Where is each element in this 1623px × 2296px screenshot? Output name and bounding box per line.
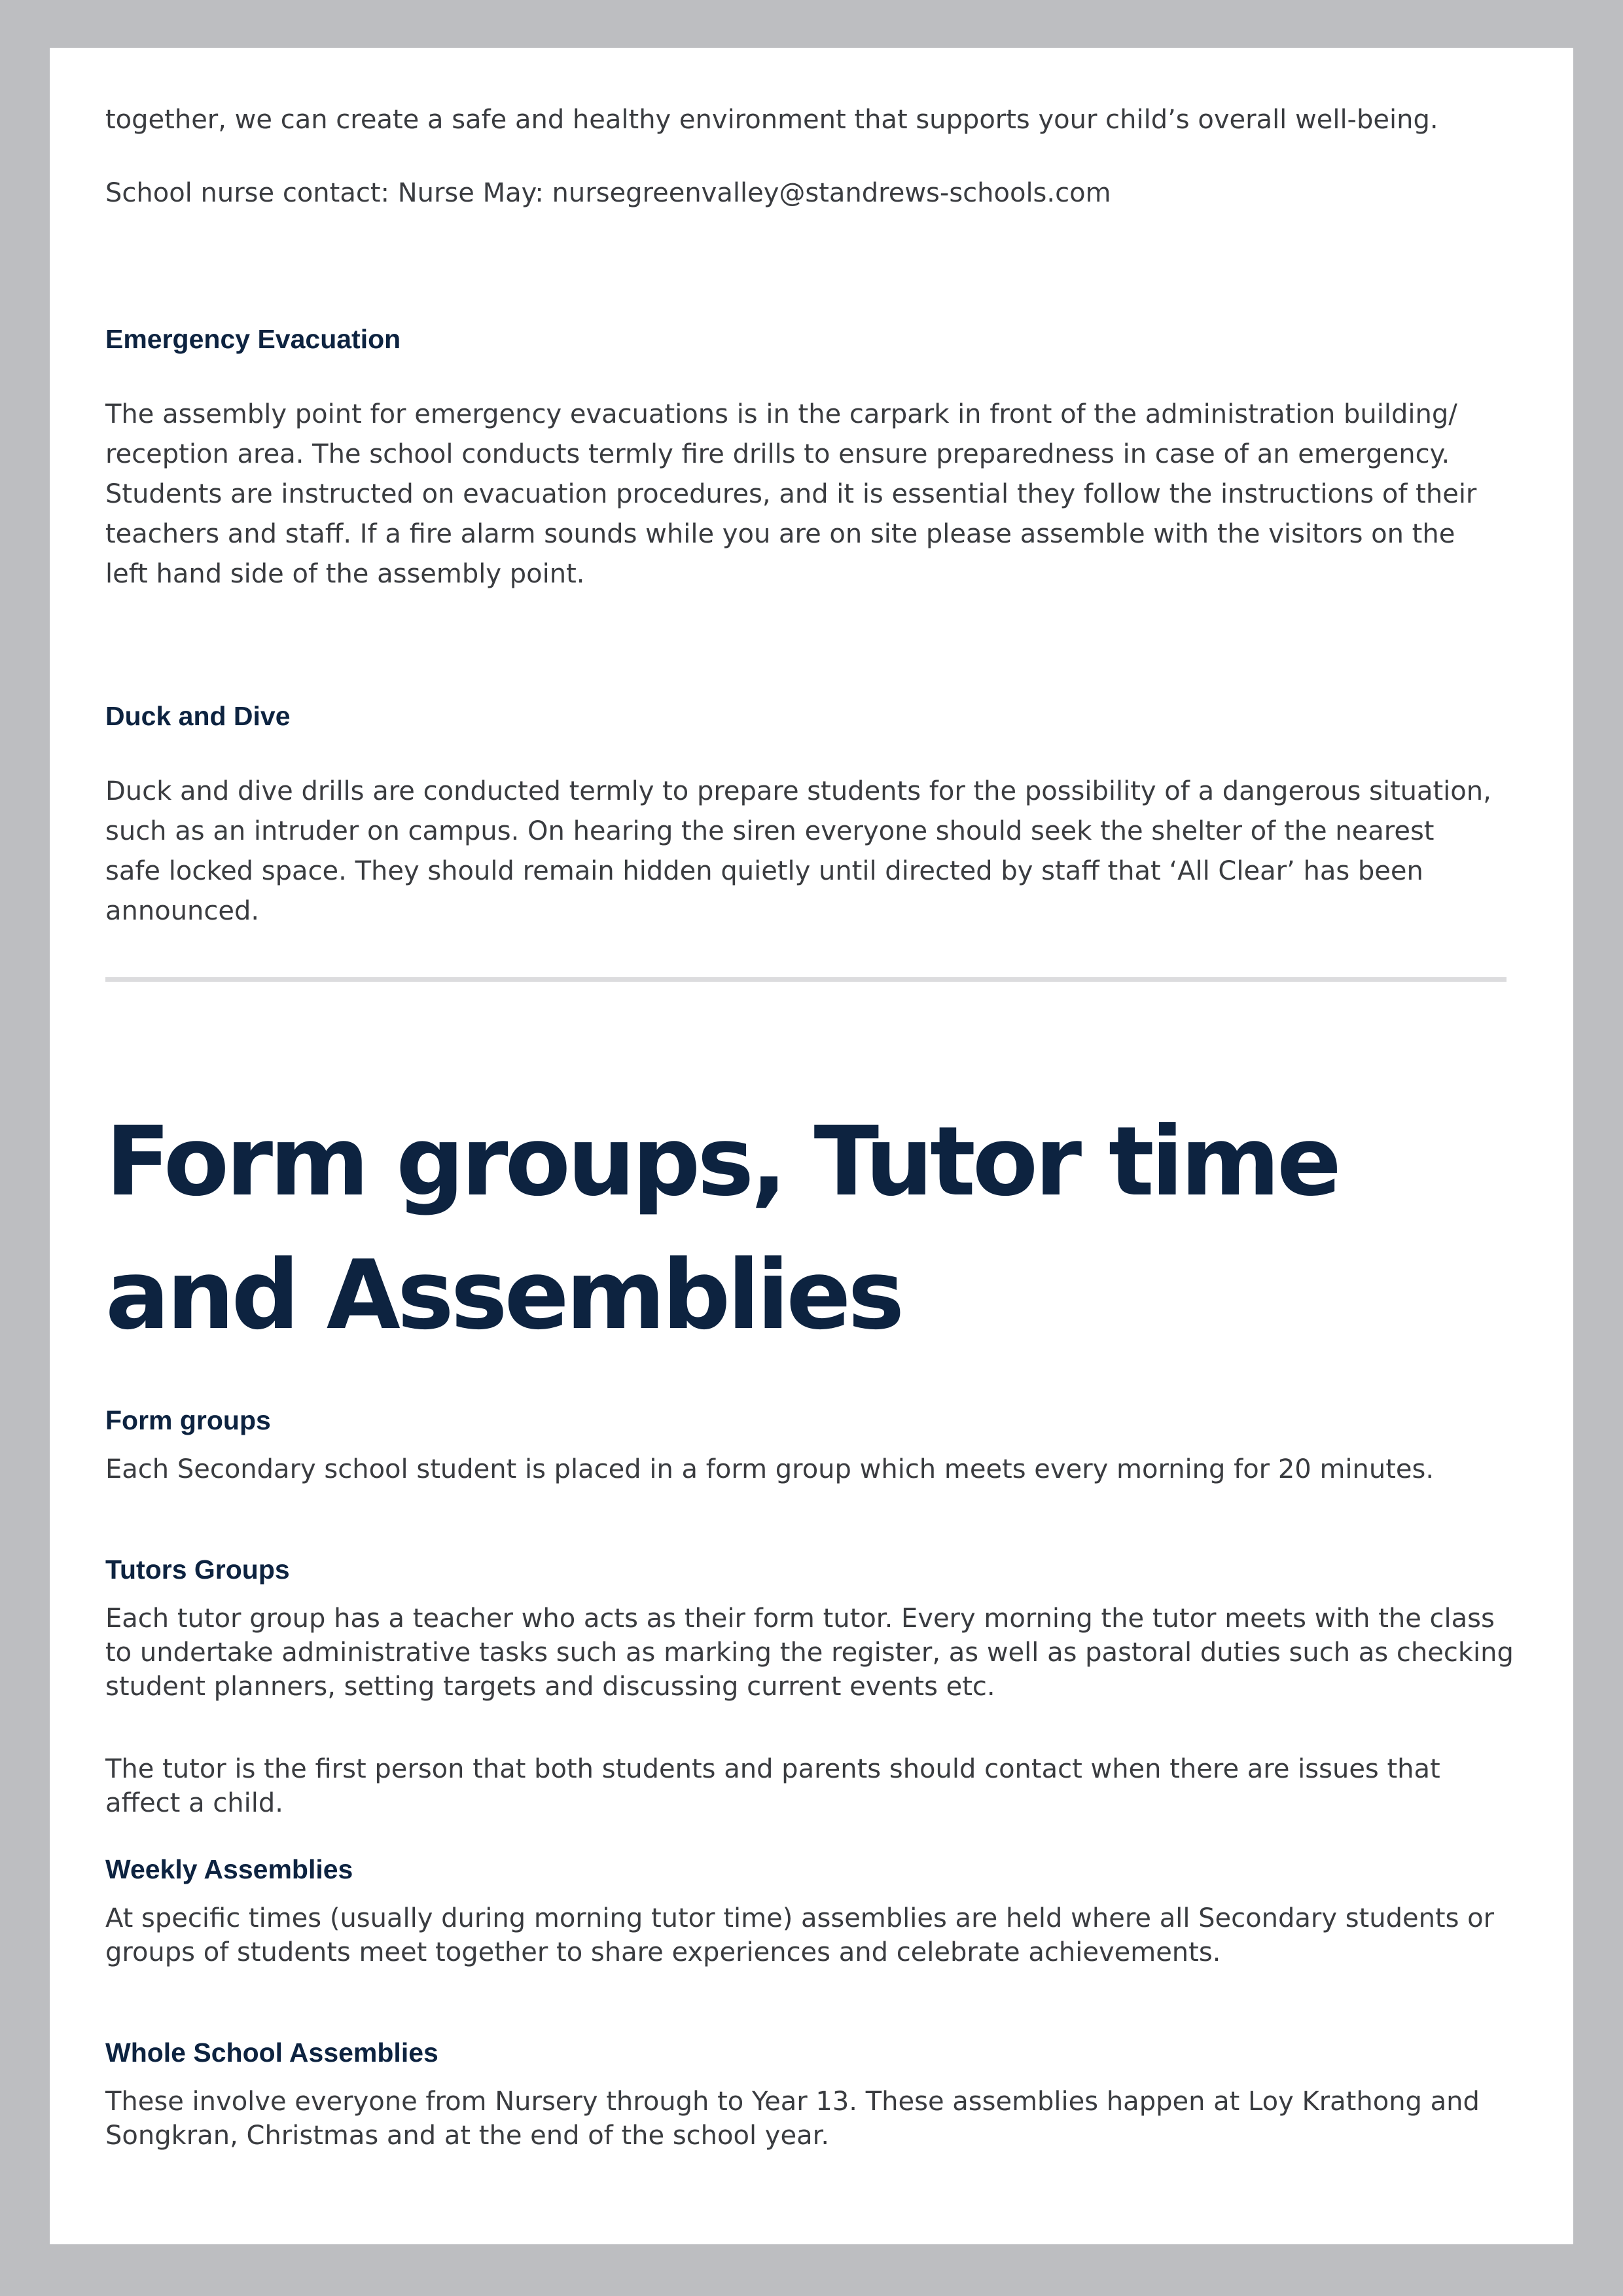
tutors-groups-body-2: The tutor is the first person that both students and parents should contact when there are issues that affect a child.: [105, 1754, 1440, 1818]
section-title: Form groups, Tutor time and Assemblies: [105, 1106, 1338, 1351]
document-page: [50, 48, 1573, 2244]
intro-closing-line: together, we can create a safe and healthy environment that supports your child’s overall well-being.: [105, 105, 1438, 135]
tutors-groups-heading: Tutors Groups: [105, 1554, 290, 1585]
tutors-groups-body-1: Each tutor group has a teacher who acts as their form tutor. Every morning the tutor meets with the class to undertake administrative tasks such as marking the register, as well as pastoral duties such as checking student planners, setting targets and discussing current events etc.: [105, 1604, 1514, 1702]
form-groups-body: Each Secondary school student is placed in a form group which meets every morning for 20 minutes.: [105, 1454, 1435, 1484]
form-groups-heading: Form groups: [105, 1405, 271, 1435]
emergency-evacuation-heading: Emergency Evacuation: [105, 324, 401, 354]
emergency-evacuation-body: The assembly point for emergency evacuations is in the carpark in front of the administration building/ reception area. The school conducts termly fire drills to ensure preparedness in case of an emergency. Students are instructed on evacuation procedures, and it is essential they follow the instructions of their teachers and staff. If a fire alarm sounds while you are on site please assemble with the visitors on the left hand side of the assembly point.: [105, 399, 1477, 589]
section-divider: [105, 977, 1507, 982]
duck-and-dive-body: Duck and dive drills are conducted termly to prepare students for the possibility of a dangerous situation, such as an intruder on campus. On hearing the siren everyone should seek the shelter of the nearest safe locked space. They should remain hidden quietly until directed by staff that ‘All Clear’ has been announced.: [105, 776, 1491, 926]
whole-school-assemblies-body: These involve everyone from Nursery through to Year 13. These assemblies happen at Loy Krathong and Songkran, Christmas and at the end of the school year.: [105, 2087, 1480, 2151]
duck-and-dive-heading: Duck and Dive: [105, 701, 291, 731]
whole-school-assemblies-heading: Whole School Assemblies: [105, 2037, 438, 2068]
weekly-assemblies-body: At specific times (usually during morning tutor time) assemblies are held where all Secondary students or groups of students meet together to share experiences and celebrate achievements.: [105, 1903, 1495, 1967]
weekly-assemblies-heading: Weekly Assemblies: [105, 1854, 353, 1884]
nurse-contact: School nurse contact: Nurse May: nursegreenvalley@standrews-schools.com: [105, 178, 1111, 208]
